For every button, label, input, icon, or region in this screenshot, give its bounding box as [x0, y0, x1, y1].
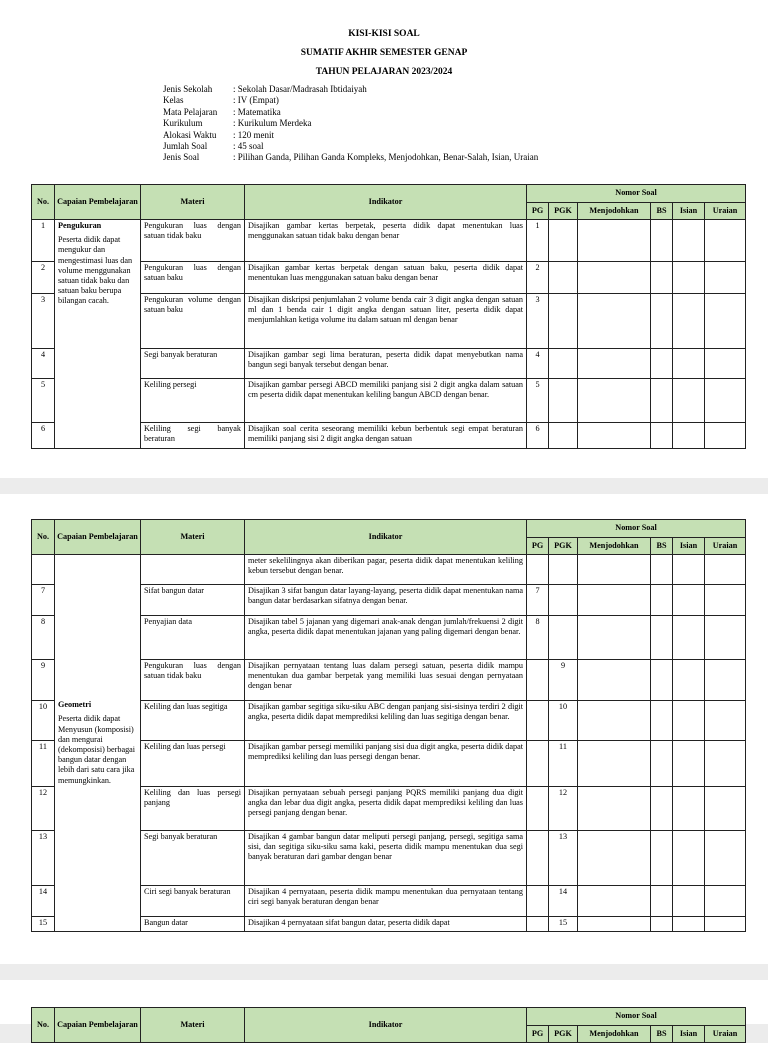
col-indikator: Indikator [245, 520, 527, 555]
cp-heading: Pengukuran [58, 221, 102, 230]
col-uraian: Uraian [705, 538, 746, 555]
col-materi: Materi [141, 185, 245, 220]
kisi-kisi-table-1 [31, 184, 746, 449]
meta-row: Mata Pelajaran : Matematika [163, 106, 281, 117]
meta-row: Alokasi Waktu : 120 menit [163, 129, 274, 140]
meta-row: Kurikulum : Kurikulum Merdeka [163, 118, 312, 129]
col-materi: Materi [141, 1008, 245, 1043]
col-menjodohkan: Menjodohkan [578, 203, 651, 220]
table-row: 15 Bangun datar Disajikan 4 pernyataan sifat bangun datar, peserta didik dapat 15 [32, 917, 746, 932]
col-cp: Capaian Pembelajaran [55, 1008, 141, 1043]
meta-row: Jenis Sekolah : Sekolah Dasar/Madrasah Ibtidaiyah [163, 84, 367, 94]
col-isian: Isian [673, 203, 705, 220]
table-row: 9 Pengukuran luas dengan satuan tidak baku Disajikan pernyataan tentang luas dalam persegi satuan, peserta didik mampu menentukan dua gambar berpetak yang memiliki luas sesuai dengan pernyataan dengan benar 9 [32, 660, 746, 701]
col-no: No. [32, 185, 55, 220]
cp-cell [55, 220, 141, 449]
meta-row: Kelas : IV (Empat) [163, 95, 279, 106]
doc-subtitle: SUMATIF AKHIR SEMESTER GENAP [300, 48, 468, 58]
col-uraian: Uraian [705, 203, 746, 220]
document-page-3 [0, 980, 768, 1038]
doc-year: TAHUN PELAJARAN 2023/2024 [315, 67, 453, 77]
table-row [32, 555, 746, 585]
document-page-1 [0, 0, 768, 478]
col-cp: Capaian Pembelajaran [55, 185, 141, 220]
col-materi: Materi [141, 520, 245, 555]
table-row: 6 Keliling segi banyak beraturan Disajikan soal cerita seseorang memiliki kebun berbentuk segi empat beraturan memiliki panjang sisi 2 digit angka dengan satuan 6 [32, 423, 746, 449]
col-pgk: PGK [549, 538, 578, 555]
col-nomor-soal: Nomor Soal [527, 520, 746, 538]
table-row: 1 Pengukuran Peserta didik dapat mengukur dan mengestimasi luas dan volume menggunakan satuan tidak baku dan satuan baku berupa bilangan cacah. Pengukuran luas dengan satuan tidak baku Disajikan gambar kertas berpetak, peserta didik dapat menentukan luas menggunakan satuan tidak baku dengan benar 1 [32, 220, 746, 262]
col-bs: BS [651, 203, 673, 220]
col-pg: PG [527, 203, 549, 220]
col-nomor-soal: Nomor Soal [527, 1008, 746, 1026]
continued-indikator: meter sekelilingnya akan diberikan pagar, peserta didik dapat menentukan keliling kebun tersebut dengan benar. [245, 555, 527, 585]
col-pg: PG [527, 538, 549, 555]
table-row: 3 Pengukuran volume dengan satuan baku Disajikan diskripsi penjumlahan 2 volume benda cair 3 digit angka dengan satuan ml dan 1 benda cair 1 digit angka dengan satuan liter, peserta didik dapat menjumlahkan ketiga volume itu dalam satuan ml dengan benar 3 [32, 294, 746, 349]
table-row: 14 Ciri segi banyak beraturan Disajikan 4 pernyataan, peserta didik mampu menentukan dua pernyataan tentang ciri segi banyak beraturan dengan benar 14 [32, 886, 746, 917]
doc-title: KISI-KISI SOAL [348, 29, 420, 39]
table-row: 11 Keliling dan luas persegi Disajikan gambar persegi memiliki panjang sisi dua digit angka, peserta didik dapat memprediksi keliling dan luas persegi dengan benar. 11 [32, 741, 746, 787]
cp-body: Peserta didik dapat Menyusun (komposisi) dan mengurai (dekomposisi) berbagai bangun datar dengan lebih dari satu cara jika memungkinkan. [58, 714, 136, 785]
col-bs: BS [651, 538, 673, 555]
table-row: 8 Penyajian data Disajikan tabel 5 jajanan yang digemari anak-anak dengan jumlah/frekuensi 2 digit angka, peserta didik dapat menentukan jajanan yang paling digemari dengan benar. 8 [32, 616, 746, 660]
meta-row: Jenis Soal : Pilihan Ganda, Pilihan Ganda Kompleks, Menjodohkan, Benar-Salah, Isian, Uraian [163, 152, 539, 163]
col-indikator: Indikator [245, 185, 527, 220]
kisi-kisi-table-2 [31, 519, 746, 932]
meta-row: Jumlah Soal : 45 soal [163, 141, 264, 152]
document-meta [163, 84, 538, 164]
col-isian: Isian [673, 538, 705, 555]
col-no: No. [32, 520, 55, 555]
table-row: 2 Pengukuran luas dengan satuan baku Disajikan gambar kertas berpetak dengan satuan baku, peserta didik dapat menentukan luas menggunakan satuan baku dengan benar 2 [32, 262, 746, 294]
table-row: 13 Segi banyak beraturan Disajikan 4 gambar bangun datar meliputi persegi panjang, persegi, segitiga sama sisi, dan segitiga siku-siku sama kaki, peserta didik mampu menentukan dua segi banyak beraturan dari gambar dengan benar 13 [32, 831, 746, 886]
table-row: 5 Keliling persegi Disajikan gambar persegi ABCD memiliki panjang sisi 2 digit angka dalam satuan cm peserta didik dapat menentukan keliling bangun ABCD dengan benar. 5 [32, 379, 746, 423]
col-no: No. [32, 1008, 55, 1043]
col-indikator: Indikator [245, 1008, 527, 1043]
cp-cell [55, 555, 141, 932]
col-menjodohkan: Menjodohkan [578, 538, 651, 555]
table-row: 10 Keliling dan luas segitiga Disajikan gambar segitiga siku-siku ABC dengan panjang sisi-sisinya terdiri 2 digit angka, peserta didik dapat memprediksi keliling dan luas segitiga dengan benar. 10 [32, 701, 746, 741]
col-pgk: PGK [549, 203, 578, 220]
cp-heading: Geometri [58, 700, 92, 710]
table-row: 7 Sifat bangun datar Disajikan 3 sifat bangun datar layang-layang, peserta didik dapat menentukan nama bangun datar berdasarkan sifatnya dengan benar. 7 [32, 585, 746, 616]
table-row: 4 Segi banyak beraturan Disajikan gambar segi lima beraturan, peserta didik dapat menyebutkan nama bangun segi banyak tersebut dengan benar. 4 [32, 349, 746, 379]
kisi-kisi-table-3: No. Capaian Pembelajaran Materi Indikator Nomor Soal PG PGK Menjodohkan BS Isian Uraian [31, 1007, 746, 1043]
col-cp: Capaian Pembelajaran [55, 520, 141, 555]
col-nomor-soal: Nomor Soal [527, 185, 746, 203]
cp-body: Peserta didik dapat mengukur dan mengestimasi luas dan volume menggunakan satuan tidak baku dan satuan baku berupa bilangan cacah. [58, 235, 133, 306]
document-page-2 [0, 494, 768, 964]
table-row: 12 Keliling dan luas persegi panjang Disajikan pernyataan sebuah persegi panjang PQRS memiliki panjang dua digit angka dan lebar dua digit angka, peserta didik dapat memprediksi keliling dan luas persegi panjang dengan benar. 12 [32, 787, 746, 831]
